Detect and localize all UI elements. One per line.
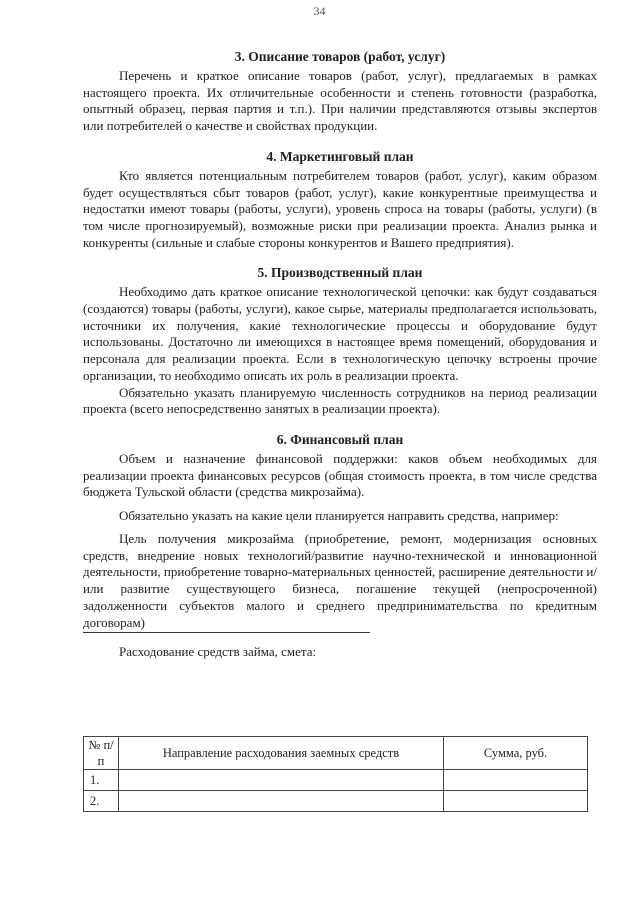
row-sum: [444, 770, 588, 791]
budget-table: [83, 736, 588, 812]
table-row: [84, 770, 588, 791]
section-title: 6. Финансовый план: [276, 431, 404, 447]
page-number: 34: [313, 4, 326, 18]
row-num: 2.: [84, 791, 119, 812]
row-sum: [444, 791, 588, 812]
row-num: 1.: [84, 770, 119, 791]
section-title: 5. Производственный план: [257, 265, 423, 281]
section-marketing-plan: [83, 148, 597, 252]
section-paragraph: Необходимо дать краткое описание технологической цепочки: как будут создаваться (создаются) товары (работы, услуги), какое сырье, материалы предполагается использовать, источники их получения, какие технологические процессы и оборудование будут использованы. Достаточно ли имеющихся в настоящее время помещений, оборудования и персонала для реализации проекта. Если в технологическую цепочку встроены прочие организации, то необходимо описать их роль в реализации проекта.: [83, 284, 597, 383]
document-body: [83, 48, 597, 673]
header-sum: Сумма, руб.: [444, 737, 588, 770]
section-financial-plan: [83, 431, 597, 660]
section-product-description: [83, 48, 597, 135]
loan-purpose-paragraph: Цель получения микрозайма (приобретение, ремонт, модернизация основных средств, внедрение новых технологий/развитие научно-технической и инновационной деятельности, приобретение товарно-материальных ценностей, расширение деятельности и/или развитие существующего бизнеса, погашение текущей (непросроченной) задолженности субъектов малого и среднего предпринимательства по кредитным договорам): [83, 531, 597, 630]
section-title: 3. Описание товаров (работ, услуг): [234, 49, 446, 64]
table-header-row: [84, 737, 588, 770]
section-title: 4. Маркетинговый план: [266, 148, 414, 164]
header-num: № п/п: [84, 737, 119, 770]
section-paragraph: Объем и назначение финансовой поддержки: каков объем необходимых для реализации проекта финансовых ресурсов (общая стоимость проекта, в том числе средства бюджета Тульской области (средства микрозайма).: [83, 450, 597, 500]
underline-rule: [83, 632, 370, 633]
section-paragraph: Перечень и краткое описание товаров (работ, услуг), предлагаемых в рамках настоящего проекта. Их отличительные особенности и степень готовности (разработка, опытный образец, первая партия и т.п.). При наличии представляются отзывы экспертов или потребителей о качестве и свойствах продукции.: [83, 68, 597, 134]
section-paragraph: Обязательно указать на какие цели планируется направить средства, например:: [119, 508, 559, 524]
row-direction: [119, 791, 444, 812]
section-production-plan: [83, 264, 597, 418]
header-direction: Направление расходования заемных средств: [119, 737, 444, 770]
budget-label: Расходование средств займа, смета:: [119, 644, 317, 660]
row-direction: [119, 770, 444, 791]
section-paragraph: Кто является потенциальным потребителем товаров (работ, услуг), каким образом будет осуществляться сбыт товаров (работ, услуг), какие конкурентные преимущества и недостатки имеют товары (работы, услуги), уровень спроса на товары (работы, услуги) (в том числе прогнозируемый), возможные риски при реализации проекта. Анализ рынка и конкуренты (сильные и слабые стороны конкурентов и Вашего предприятия).: [83, 167, 597, 250]
section-paragraph: Обязательно указать планируемую численность сотрудников на период реализации проекта (всего непосредственно занятых в реализации проекта).: [83, 384, 597, 417]
table-row: [84, 791, 588, 812]
